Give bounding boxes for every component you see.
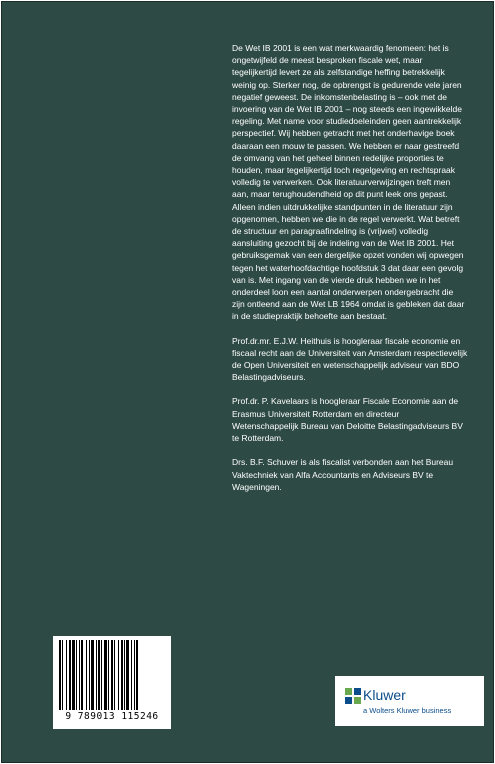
publisher-tagline: a Wolters Kluwer business — [363, 706, 452, 715]
isbn-barcode — [53, 636, 171, 729]
blurb-text — [232, 42, 468, 505]
author-bio-kavelaars: Prof.dr. P. Kavelaars is hoogleraar Fiscale Economie aan de Erasmus Universiteit Rotterdam en directeur Wetenschappelijk Bureau van Deloitte Belastingadviseurs BV te Rotterdam. — [232, 396, 463, 444]
book-description: De Wet IB 2001 is een wat merkwaardig fenomeen: het is ongetwijfeld de meest besproken fiscale wet, maar tegelijkertijd levert ze als zelfstandige heffing betrekkelijk weinig op. Sterker nog, de opbrengst is gedurende vele jaren negatief geweest. De inkomstenbelasting is – ook met de invoering van de Wet IB 2001 – nog steeds een ingewikkelde regeling. Met name voor studiedoeleinden geen aantrekkelijk perspectief. Wij hebben getracht met het onderhavige boek daaraan een mouw te passen. We hebben er naar gestreefd de omvang van het geheel binnen redelijke proporties te houden, maar tegelijkertijd toch regelgeving en rechtspraak volledig te verwerken. Ook literatuurverwijzingen treft men aan, maar terughoudendheid op dit punt leek ons gepast. Alleen indien uitdrukkelijke standpunten in de literatuur zijn opgenomen, hebben we die in de regel verwerkt. Wat betreft de structuur en paragraafindeling is (vrijwel) volledig aansluiting gezocht bij de indeling van de Wet IB 2001. Het gebruiksgemak van een dergelijke opzet vonden wij opwegen tegen het waterhoofdachtige hoofdstuk 3 dat daar een gevolg van is. Met ingang van de vierde druk hebben we in het onderdeel loon een aantal onderwerpen ondergebracht die zijn ontleend aan de Wet LB 1964 omdat is gebleken dat daar in de studiepraktijk behoefte aan bestaat. — [232, 43, 465, 322]
barcode-bars — [59, 640, 165, 710]
publisher-logo — [335, 676, 484, 726]
author-bio-heithuis: Prof.dr.mr. E.J.W. Heithuis is hoogleraar fiscale economie en fiscaal recht aan de Universiteit van Amsterdam respectievelijk de Open Universiteit en wetenschappelijk adviseur van BDO Belastingadviseurs. — [232, 335, 468, 383]
publisher-name: Kluwer — [363, 687, 406, 703]
kluwer-logo-icon — [345, 688, 361, 704]
back-cover — [1, 1, 494, 763]
isbn-number: 9 789013 115246 — [65, 711, 159, 722]
author-bio-schuver: Drs. B.F. Schuver is als fiscalist verbonden aan het Bureau Vaktechniek van Alfa Accountants en Adviseurs BV te Wageningen. — [232, 457, 454, 492]
